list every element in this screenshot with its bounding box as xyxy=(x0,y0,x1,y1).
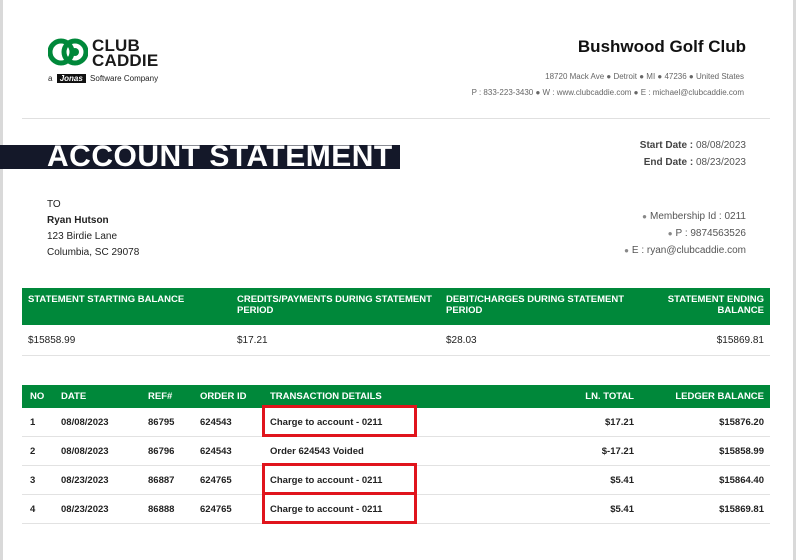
row-ref: 86795 xyxy=(148,416,175,428)
row-details: Charge to account - 0211 xyxy=(270,416,383,428)
to-label: TO xyxy=(47,199,61,210)
bullet-icon: ● xyxy=(624,246,629,255)
highlight-box xyxy=(262,492,417,524)
row-order-id: 624765 xyxy=(200,474,232,486)
row-no: 2 xyxy=(30,445,36,457)
row-order-id: 624543 xyxy=(200,416,232,428)
end-date-value: 08/23/2023 xyxy=(695,157,746,168)
membership-id xyxy=(624,208,746,225)
row-details: Charge to account - 0211 xyxy=(270,474,383,486)
end-date xyxy=(640,154,746,171)
table-row xyxy=(22,408,770,437)
start-date xyxy=(640,137,746,154)
col-details: TRANSACTION DETAILS xyxy=(270,391,382,402)
page-edge-left xyxy=(0,0,3,560)
logo-tagline-prefix: a xyxy=(48,74,53,83)
starting-balance: $15858.99 xyxy=(28,334,76,346)
company-name: Bushwood Golf Club xyxy=(577,37,746,56)
highlight-box xyxy=(262,463,417,495)
row-details-cell xyxy=(262,504,502,515)
summary-table xyxy=(22,288,770,356)
table-row xyxy=(22,495,770,524)
row-details-cell xyxy=(262,475,502,486)
summary-header-cell: STATEMENT STARTING BALANCE xyxy=(28,294,185,305)
summary-header-cell: STATEMENT ENDING BALANCE xyxy=(667,294,764,316)
row-details-cell xyxy=(262,446,502,457)
member-email xyxy=(624,242,746,259)
debit-charges: $28.03 xyxy=(446,334,477,346)
recipient-address-1: 123 Birdie Lane xyxy=(47,231,118,242)
member-phone-text: P : 9874563526 xyxy=(675,228,746,239)
membership-id-text: Membership Id : 0211 xyxy=(650,211,746,222)
logo-wordmark xyxy=(92,38,158,68)
transactions-table xyxy=(22,385,770,524)
company-address: 18720 Mack Ave ● Detroit ● MI ● 47236 ● United States xyxy=(545,72,744,81)
summary-header xyxy=(22,288,770,325)
start-date-value: 08/08/2023 xyxy=(695,140,746,151)
summary-header-cell: DEBIT/CHARGES DURING STATEMENT PERIOD xyxy=(446,294,625,316)
row-date: 08/08/2023 xyxy=(61,445,109,457)
credits-payments: $17.21 xyxy=(237,334,268,346)
row-line-total: $-17.21 xyxy=(601,445,634,457)
summary-header-cell: CREDITS/PAYMENTS DURING STATEMENT PERIOD xyxy=(237,294,432,316)
header-divider xyxy=(22,118,770,119)
company-contact: P : 833-223-3430 ● W : www.clubcaddie.com ● E : michael@clubcaddie.com xyxy=(471,88,744,97)
row-line-total: $5.41 xyxy=(610,474,634,486)
jonas-brand: Jonas xyxy=(57,74,86,83)
row-order-id: 624765 xyxy=(200,503,232,515)
row-ledger-balance: $15858.99 xyxy=(719,445,764,457)
start-date-label: Start Date : xyxy=(639,140,694,151)
row-ledger-balance: $15864.40 xyxy=(719,474,764,486)
recipient-address-2: Columbia, SC 29078 xyxy=(47,247,140,258)
row-details: Order 624543 Voided xyxy=(270,445,364,457)
member-phone xyxy=(624,225,746,242)
col-line-total: LN. TOTAL xyxy=(585,391,634,402)
bullet-icon: ● xyxy=(667,229,673,238)
row-ref: 86887 xyxy=(148,474,175,486)
row-no: 3 xyxy=(30,474,36,486)
row-details-cell xyxy=(262,417,502,428)
member-info xyxy=(624,208,746,259)
end-date-label: End Date : xyxy=(643,157,694,168)
row-no: 1 xyxy=(30,416,36,428)
statement-title: ACCOUNT STATEMENT xyxy=(47,140,393,173)
logo-line-2: CADDIE xyxy=(92,51,159,70)
col-date: DATE xyxy=(61,391,87,402)
bullet-icon: ● xyxy=(642,212,648,221)
row-date: 08/08/2023 xyxy=(61,416,109,428)
col-ref: REF# xyxy=(148,391,173,402)
logo-line-1: CLUB xyxy=(92,36,141,55)
row-line-total: $17.21 xyxy=(604,416,634,428)
logo-tagline-suffix: Software Company xyxy=(90,74,159,83)
row-date: 08/23/2023 xyxy=(61,503,109,515)
recipient-name: Ryan Hutson xyxy=(47,215,109,226)
row-no: 4 xyxy=(30,503,36,515)
highlight-box xyxy=(262,405,417,437)
row-date: 08/23/2023 xyxy=(61,474,109,486)
row-order-id: 624543 xyxy=(200,445,232,457)
row-line-total: $5.41 xyxy=(610,503,634,515)
statement-dates xyxy=(640,137,746,171)
summary-row xyxy=(22,325,770,356)
ending-balance: $15869.81 xyxy=(716,334,764,346)
col-no: NO xyxy=(30,391,45,402)
row-ref: 86888 xyxy=(148,503,175,515)
member-email-text: E : ryan@clubcaddie.com xyxy=(631,245,746,256)
row-ref: 86796 xyxy=(148,445,175,457)
row-ledger-balance: $15876.20 xyxy=(719,416,764,428)
col-ledger-balance: LEDGER BALANCE xyxy=(675,391,764,402)
col-order-id: ORDER ID xyxy=(200,391,247,402)
row-details: Charge to account - 0211 xyxy=(270,503,383,515)
club-caddie-logo-icon xyxy=(48,38,88,66)
recipient-block xyxy=(47,197,139,261)
club-caddie-logo xyxy=(48,38,178,88)
row-ledger-balance: $15869.81 xyxy=(719,503,764,515)
logo-tagline xyxy=(48,74,158,83)
